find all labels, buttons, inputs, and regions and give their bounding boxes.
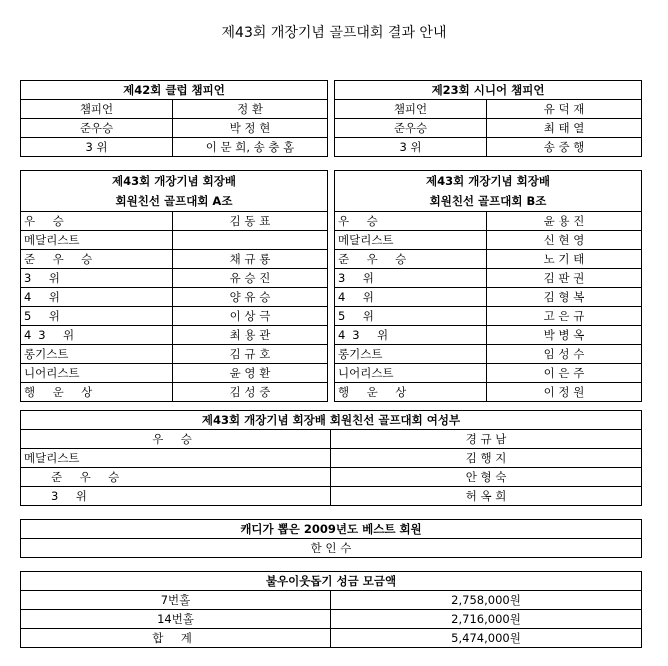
table-subheader: 회원친선 골프대회 A조 (21, 191, 328, 212)
award-cell: 메달리스트 (335, 231, 487, 250)
award-cell: 준 우 승 (335, 250, 487, 269)
table-row (335, 250, 642, 269)
award-cell: 행 운 상 (21, 383, 173, 402)
name-cell: 양 유 승 (173, 288, 328, 307)
award-cell: 우 승 (335, 212, 487, 231)
award-cell: 3 위 (21, 487, 331, 506)
award-cell: 행 운 상 (335, 383, 487, 402)
table-row (21, 269, 328, 288)
table-row (335, 383, 642, 402)
name-cell (173, 231, 328, 250)
label-cell: 14번홀 (21, 610, 331, 629)
name-cell: 이 은 주 (487, 364, 642, 383)
name-cell: 최 용 관 (173, 326, 328, 345)
table-header: 제43회 개장기념 회장배 (21, 171, 328, 192)
table-row (21, 539, 642, 558)
name-cell: 윤 영 환 (173, 364, 328, 383)
table-row (21, 629, 642, 648)
table-row (21, 430, 642, 449)
table-row (21, 119, 328, 138)
table-row (21, 487, 642, 506)
award-cell: 롱기스트 (21, 345, 173, 364)
name-cell: 신 현 영 (487, 231, 642, 250)
name-cell: 김 성 중 (173, 383, 328, 402)
table-row (335, 307, 642, 326)
award-cell: 준 우 승 (21, 468, 331, 487)
table-header: 불우이웃돕기 성금 모금액 (21, 572, 642, 591)
label-cell: 합 계 (21, 629, 331, 648)
award-cell: 4 위 (21, 288, 173, 307)
name-cell: 김 행 지 (331, 449, 642, 468)
amount-cell: 5,474,000원 (331, 629, 642, 648)
award-cell: 3 위 (21, 269, 173, 288)
table-row (21, 383, 328, 402)
name-cell: 박 정 현 (173, 119, 328, 138)
award-cell: 메달리스트 (21, 449, 331, 468)
award-cell: 니어리스트 (21, 364, 173, 383)
table-header: 제43회 개장기념 회장배 회원친선 골프대회 여성부 (21, 411, 642, 430)
name-cell: 유 덕 재 (487, 100, 642, 119)
best-member-table (20, 519, 642, 558)
table-row (21, 288, 328, 307)
table-header: 제43회 개장기념 회장배 (335, 171, 642, 192)
table-row (21, 364, 328, 383)
table-row (335, 364, 642, 383)
award-cell: 43 위 (335, 326, 487, 345)
table-row (335, 269, 642, 288)
name-cell: 유 승 진 (173, 269, 328, 288)
table-subheader: 회원친선 골프대회 B조 (335, 191, 642, 212)
name-cell: 안 형 숙 (331, 468, 642, 487)
award-cell: 메달리스트 (21, 231, 173, 250)
table-row (335, 288, 642, 307)
name-cell: 임 성 수 (487, 345, 642, 364)
award-cell: 니어리스트 (335, 364, 487, 383)
page-title: 제43회 개장기념 골프대회 결과 안내 (221, 25, 447, 41)
name-cell: 채 규 룡 (173, 250, 328, 269)
name-cell: 김 동 표 (173, 212, 328, 231)
table-row (335, 345, 642, 364)
table-row (21, 326, 328, 345)
award-cell: 4 위 (335, 288, 487, 307)
rank-cell: 3 위 (21, 138, 173, 157)
name-cell: 최 태 열 (487, 119, 642, 138)
award-cell: 5 위 (335, 307, 487, 326)
women-division-table (20, 410, 642, 506)
table-row (21, 449, 642, 468)
name-cell: 이 문 희, 송 충 홈 (173, 138, 328, 157)
club-champion-table (20, 80, 328, 157)
rank-cell: 준우승 (21, 119, 173, 138)
label-cell: 7번홀 (21, 591, 331, 610)
group-b-table (334, 170, 642, 402)
name-cell: 정 환 (173, 100, 328, 119)
table-row (335, 231, 642, 250)
award-cell: 우 승 (21, 212, 173, 231)
amount-cell: 2,716,000원 (331, 610, 642, 629)
table-row (21, 212, 328, 231)
award-cell: 롱기스트 (335, 345, 487, 364)
rank-cell: 챔피언 (21, 100, 173, 119)
table-row (21, 345, 328, 364)
award-cell: 3 위 (335, 269, 487, 288)
table-row (21, 307, 328, 326)
name-cell: 김 규 호 (173, 345, 328, 364)
amount-cell: 2,758,000원 (331, 591, 642, 610)
table-header: 제42회 클럽 챔피언 (21, 81, 328, 100)
table-row (335, 119, 642, 138)
name-cell: 송 중 행 (487, 138, 642, 157)
rank-cell: 3 위 (335, 138, 487, 157)
name-cell: 노 기 태 (487, 250, 642, 269)
senior-champion-table (334, 80, 642, 157)
name-cell: 고 은 규 (487, 307, 642, 326)
award-cell: 준 우 승 (21, 250, 173, 269)
name-cell: 김 형 복 (487, 288, 642, 307)
table-row (335, 138, 642, 157)
donation-table (20, 571, 642, 648)
table-header: 캐디가 뽑은 2009년도 베스트 회원 (21, 520, 642, 539)
table-row (21, 591, 642, 610)
group-a-table (20, 170, 328, 402)
table-row (335, 326, 642, 345)
table-row (21, 231, 328, 250)
table-row (21, 610, 642, 629)
award-cell: 우 승 (21, 430, 331, 449)
name-cell: 이 정 원 (487, 383, 642, 402)
table-row (335, 100, 642, 119)
table-row (21, 468, 642, 487)
name-cell: 윤 용 진 (487, 212, 642, 231)
name-cell: 박 병 옥 (487, 326, 642, 345)
name-cell: 이 상 극 (173, 307, 328, 326)
table-row (21, 250, 328, 269)
award-cell: 43 위 (21, 326, 173, 345)
name-cell: 한 인 수 (21, 539, 642, 558)
award-cell: 5 위 (21, 307, 173, 326)
rank-cell: 챔피언 (335, 100, 487, 119)
name-cell: 허 옥 희 (331, 487, 642, 506)
name-cell: 경 규 남 (331, 430, 642, 449)
rank-cell: 준우승 (335, 119, 487, 138)
table-header: 제23회 시니어 챔피언 (335, 81, 642, 100)
table-row (21, 100, 328, 119)
table-row (335, 212, 642, 231)
name-cell: 김 판 권 (487, 269, 642, 288)
table-row (21, 138, 328, 157)
